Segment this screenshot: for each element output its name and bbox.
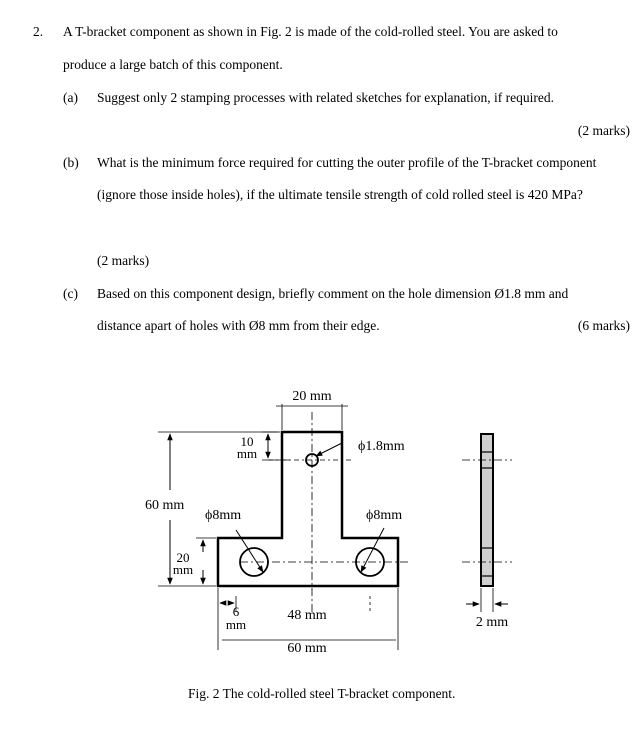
dim-hole-right: ϕ8mm xyxy=(366,508,403,523)
part-b-label: (b) xyxy=(63,155,79,170)
part-a-text: Suggest only 2 stamping processes with related sketches for explanation, if required. xyxy=(97,90,555,105)
question-number: 2. xyxy=(33,24,44,39)
part-b-text-line2: (ignore those inside holes), if the ultimate tensile strength of cold rolled steel is 420 MPa? xyxy=(97,187,583,202)
dim-small-hole: ϕ1.8mm xyxy=(358,439,405,454)
dim-60-height: 60 mm xyxy=(145,498,185,513)
part-a-label: (a) xyxy=(63,90,78,105)
figure-caption: Fig. 2 The cold-rolled steel T-bracket component. xyxy=(188,686,456,701)
dim-10-value: 10 xyxy=(240,434,254,449)
dim-10-unit: mm xyxy=(236,446,258,461)
dim-6-value: 6 xyxy=(232,604,240,619)
dim-20-value: 20 xyxy=(176,550,190,565)
part-b-text-line1: What is the minimum force required for cutting the outer profile of the T-bracket component xyxy=(97,155,597,170)
side-view xyxy=(481,434,493,586)
part-c-label: (c) xyxy=(63,286,78,301)
dim-20-unit: mm xyxy=(172,562,194,577)
part-c-marks: (6 marks) xyxy=(577,318,630,333)
question-intro-line2: produce a large batch of this component. xyxy=(63,57,283,72)
dim-48: 48 mm xyxy=(287,608,327,623)
dim-60-width: 60 mm xyxy=(287,641,327,656)
part-c-text-line1: Based on this component design, briefly comment on the hole dimension Ø1.8 mm and xyxy=(97,286,569,301)
dim-top-width: 20 mm xyxy=(292,389,332,404)
dim-thickness: 2 mm xyxy=(475,615,509,630)
part-a-marks: (2 marks) xyxy=(577,123,630,138)
part-c-text-line2: distance apart of holes with Ø8 mm from their edge. xyxy=(97,318,380,333)
dim-hole-left: ϕ8mm xyxy=(205,508,242,523)
question-intro-line1: A T-bracket component as shown in Fig. 2 is made of the cold-rolled steel. You are asked to xyxy=(63,24,558,39)
part-b-marks: (2 marks) xyxy=(97,253,150,268)
dim-6-unit: mm xyxy=(225,617,247,632)
